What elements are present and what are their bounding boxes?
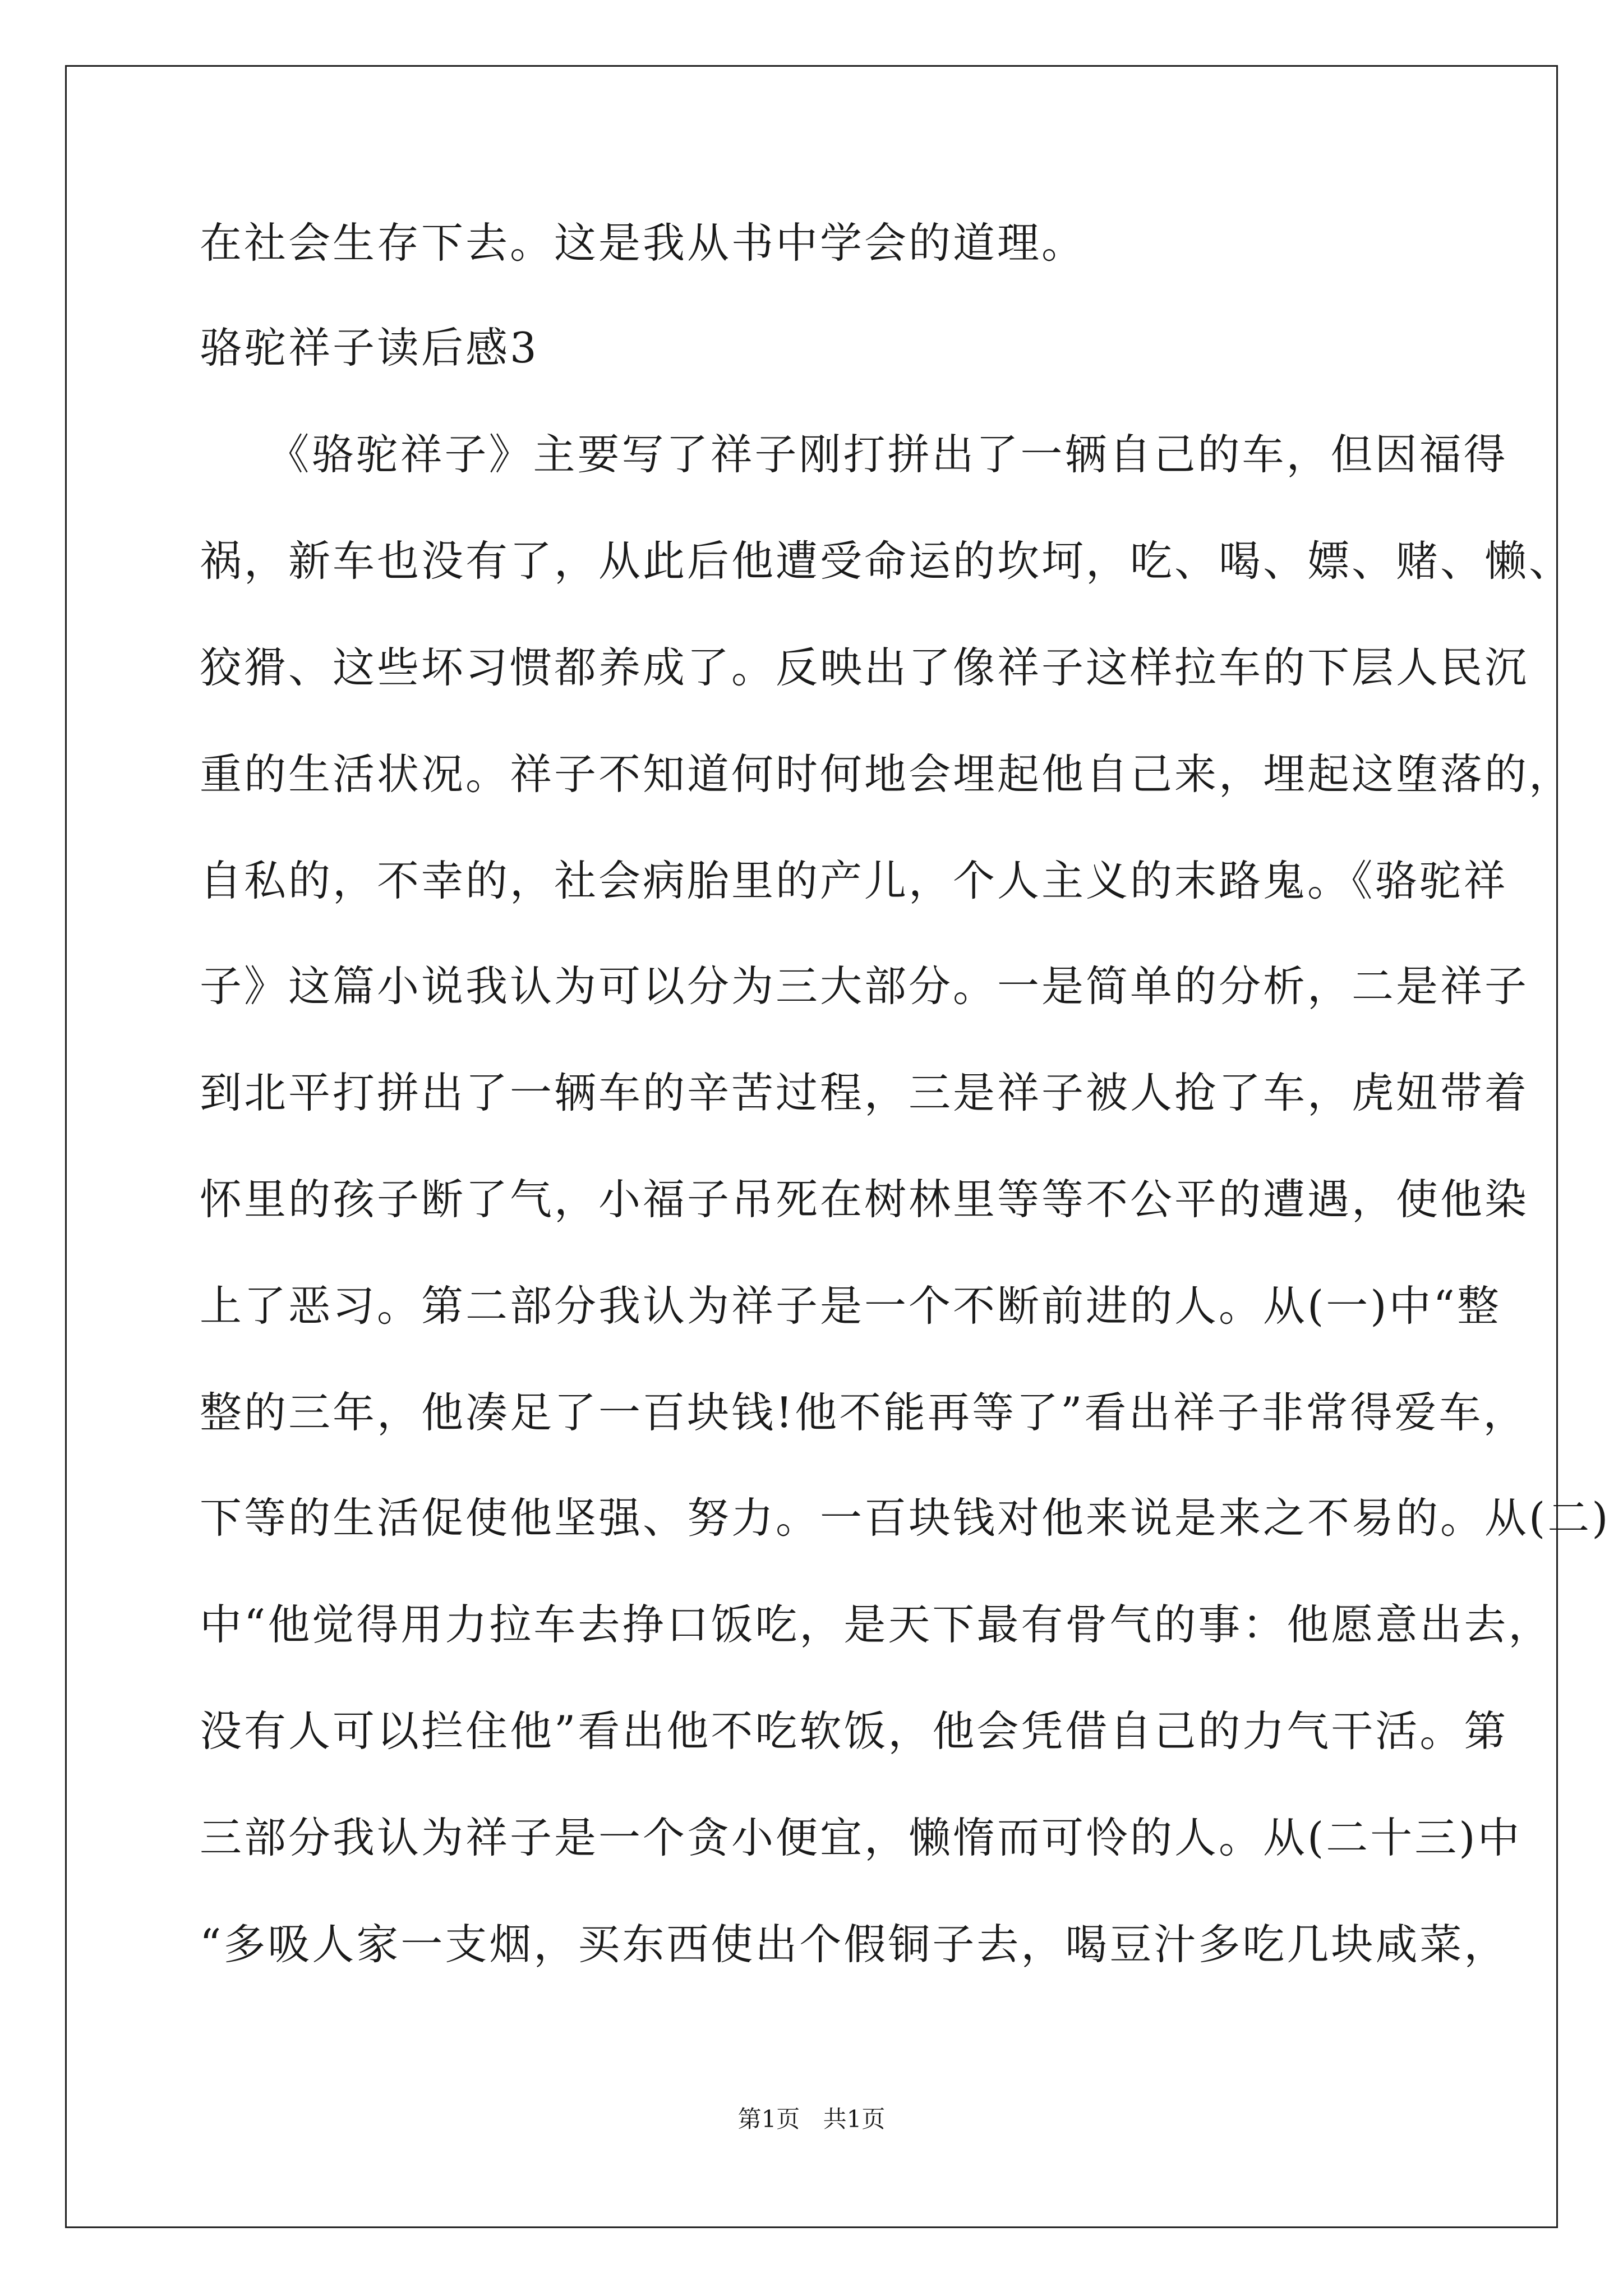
text-line: 下等的生活促使他坚强、努力。一百块钱对他来说是来之不易的。从(二) [200,1493,1611,1543]
text-line: 三部分我认为祥子是一个贪小便宜，懒惰而可怜的人。从(二十三)中 [200,1813,1522,1862]
text-line: 自私的，不幸的，社会病胎里的产儿，个人主义的末路鬼。《骆驼祥 [200,856,1508,905]
text-line: 到北平打拼出了一辆车的辛苦过程，三是祥子被人抢了车，虎妞带着 [200,1068,1529,1117]
page-border [65,65,1558,2228]
text-line: 整的三年，他凑足了一百块钱!他不能再等了”看出祥子非常得爱车， [200,1388,1528,1437]
text-line: “多吸人家一支烟，买东西使出个假铜子去，喝豆汁多吃几块咸菜， [200,1920,1509,1969]
section-heading: 骆驼祥子读后感3 [200,323,539,372]
text-line: 在社会生存下去。这是我从书中学会的道理。 [200,218,1086,268]
text-line: 子》这篇小说我认为可以分为三大部分。一是简单的分析，二是祥子 [200,961,1529,1011]
text-line: 《骆驼祥子》主要写了祥子刚打拼出了一辆自己的车，但因福得 [200,430,1508,479]
text-line: 重的生活状况。祥子不知道何时何地会埋起他自己来，埋起这堕落的， [200,749,1574,799]
text-line: 没有人可以拦住他”看出他不吃软饭，他会凭借自己的力气干活。第 [200,1706,1509,1756]
page-total: 共1页 [823,2105,886,2133]
text-line: 狡猾、这些坏习惯都养成了。反映出了像祥子这样拉车的下层人民沉 [200,643,1529,692]
text-line: 祸，新车也没有了，从此后他遭受命运的坎坷，吃、喝、嫖、赌、懒、 [200,536,1574,586]
page-footer [0,2101,1623,2134]
text-line: 怀里的孩子断了气，小福子吊死在树林里等等不公平的遭遇，使他染 [200,1175,1529,1224]
text-line: 中“他觉得用力拉车去挣口饭吃，是天下最有骨气的事：他愿意出去， [200,1600,1553,1649]
text-line: 上了恶习。第二部分我认为祥子是一个不断前进的人。从(一)中“整 [200,1281,1501,1331]
page-number: 第1页 [737,2105,800,2133]
